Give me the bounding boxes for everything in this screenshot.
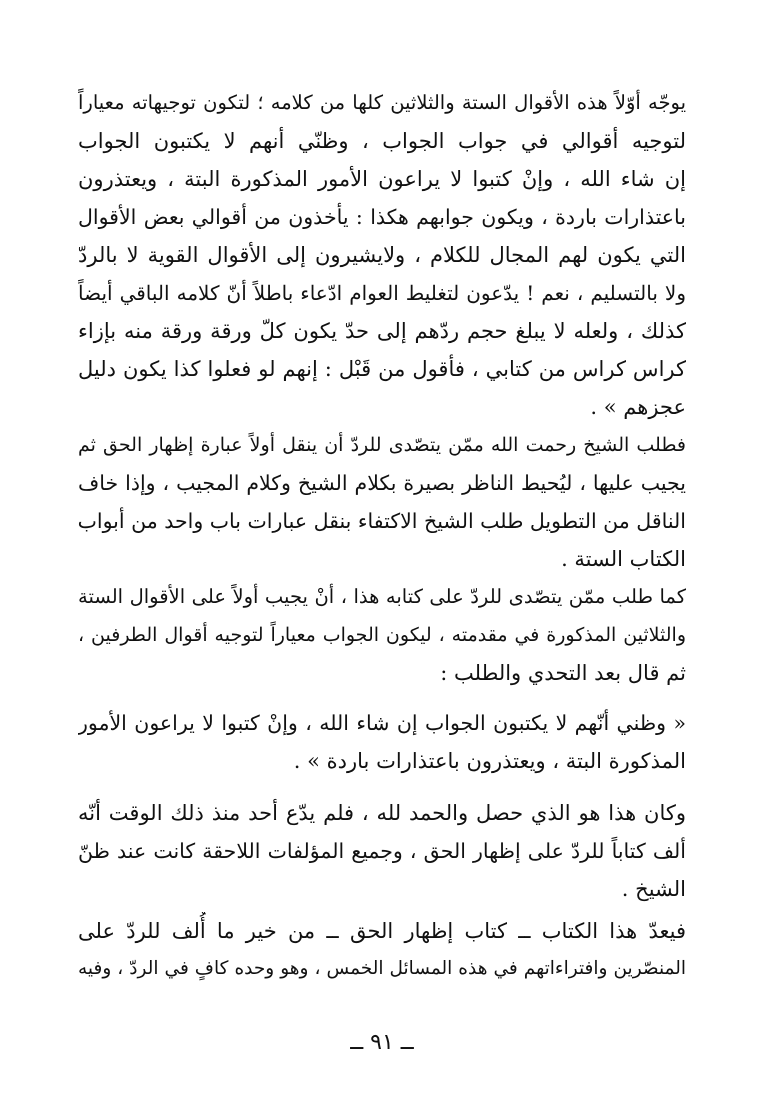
paragraph-6 xyxy=(78,912,686,988)
text-line: المنصّرين وافتراءاتهم في هذه المسائل الخمس ، وهو وحده كافٍ في الردّ ، وفيه xyxy=(78,958,686,979)
quotation-paragraph xyxy=(78,704,686,780)
text-line: المذكورة البتة ، ويعتذرون باعتذارات باردة » . xyxy=(293,749,686,773)
text-line: يجيب عليها ، ليُحيط الناظر بصيرة بكلام الشيخ وكلام المجيب ، وإذا خاف xyxy=(78,471,686,495)
paragraph-3 xyxy=(78,578,686,692)
text-line: التي يكون لهم المجال للكلام ، ولايشيرون إلى الأقوال القوية لا بالردّ xyxy=(78,243,686,267)
text-line: « وظني أنّهم لا يكتبون الجواب إن شاء الله ، وإنْ كتبوا لا يراعون الأمور xyxy=(78,711,686,735)
text-line: يوجّه أوّلاً هذه الأقوال الستة والثلاثين كلها من كلامه ؛ لتكون توجيهاته معياراً xyxy=(78,91,686,114)
text-line: ثم قال بعد التحدي والطلب : xyxy=(440,661,686,685)
text-line: ألف كتاباً للردّ على إظهار الحق ، وجميع المؤلفات اللاحقة كانت عند ظنّ xyxy=(78,839,686,863)
paragraph-5 xyxy=(78,794,686,908)
paragraph-2 xyxy=(78,426,686,578)
text-line: ولا بالتسليم ، نعم ! يدّعون لتغليط العوام ادّعاء باطلاً أنّ كلامه الباقي أيضاً xyxy=(78,281,686,305)
text-line: فيعدّ هذا الكتاب ــ كتاب إظهار الحق ــ من خير ما أُلف للردّ على xyxy=(78,919,686,943)
text-line: إن شاء الله ، وإنْ كتبوا لا يراعون الأمور المذكورة البتة ، ويعتذرون xyxy=(78,167,686,191)
text-line: الناقل من التطويل طلب الشيخ الاكتفاء بنقل عبارات باب واحد من أبواب xyxy=(78,509,686,533)
text-line: عجزهم » . xyxy=(590,395,686,419)
text-line: كراس كراس من كتابي ، فأقول من قَبْل : إنهم لو فعلوا كذا يكون دليل xyxy=(78,357,686,381)
text-line: الكتاب الستة . xyxy=(561,547,686,571)
text-line: كذلك ، ولعله لا يبلغ حجم ردّهم إلى حدّ يكون كلّ ورقة ورقة منه بإزاء xyxy=(78,319,686,343)
text-line: الشيخ . xyxy=(621,877,686,901)
page-number: ــ ٩١ ــ xyxy=(350,1030,414,1055)
text-line: باعتذارات باردة ، ويكون جوابهم هكذا : يأخذون من أقوالي بعض الأقوال xyxy=(78,205,686,229)
paragraph-1 xyxy=(78,84,686,426)
text-line: فطلب الشيخ رحمت الله ممّن يتصّدى للردّ أن ينقل أولاً عبارة إظهار الحق ثم xyxy=(78,434,686,456)
text-line: كما طلب ممّن يتصّدى للردّ على كتابه هذا ، أنْ يجيب أولاً على الأقوال الستة xyxy=(78,585,686,608)
text-line: وكان هذا هو الذي حصل والحمد لله ، فلم يدّع أحد منذ ذلك الوقت أنّه xyxy=(78,801,686,825)
text-line: لتوجيه أقوالي في جواب الجواب ، وظنّي أنهم لا يكتبون الجواب xyxy=(78,129,686,153)
text-line: والثلاثين المذكورة في مقدمته ، ليكون الجواب معياراً لتوجيه أقوال الطرفين ، xyxy=(78,624,686,646)
